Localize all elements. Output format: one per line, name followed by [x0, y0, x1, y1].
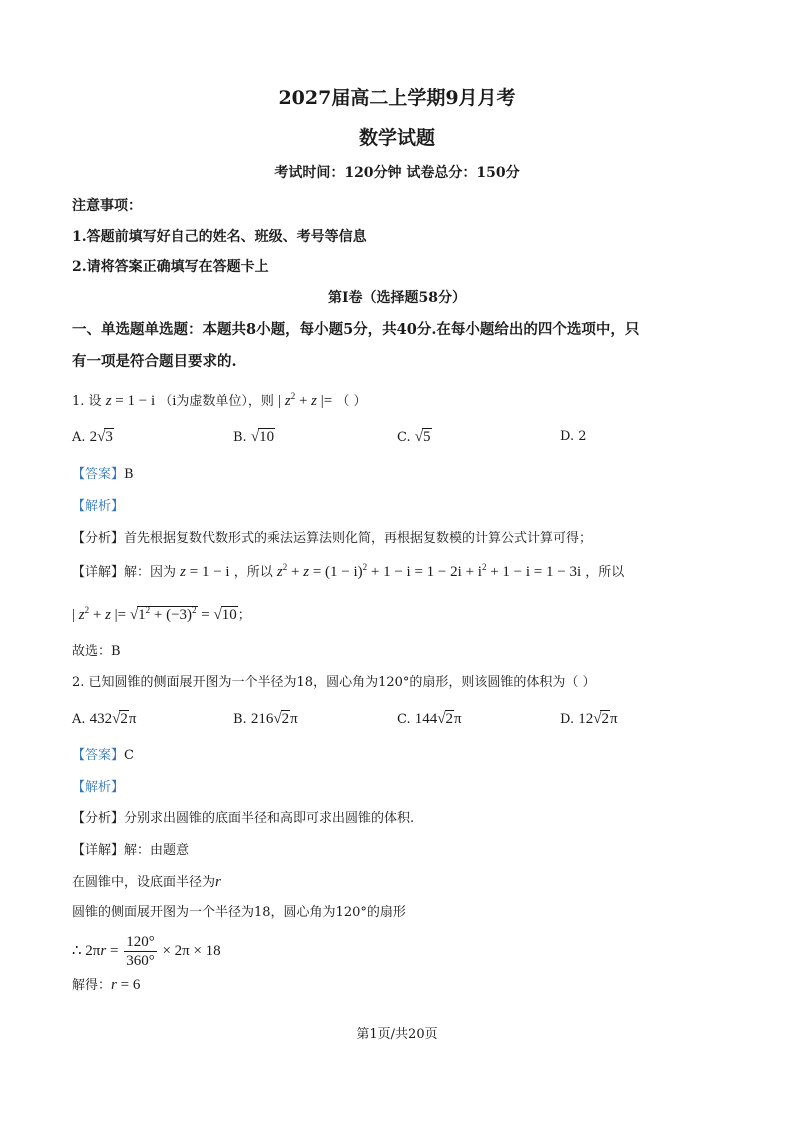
volume-heading: 第I卷（选择题58分）	[327, 290, 467, 306]
q2-option-a: A. 432√2π	[72, 711, 137, 727]
q2-options	[72, 710, 732, 732]
notice-item-1: 1.答题前填写好自己的姓名、班级、考号等信息	[72, 229, 367, 245]
q2-stem: 2. 已知圆锥的侧面展开图为一个半径为18，圆心角为120°的扇形，则该圆锥的体积为（ ）	[72, 675, 596, 690]
exam-title: 2027届高二上学期9月月考	[278, 87, 516, 109]
q1-stem-post: （ ）	[336, 394, 367, 409]
section-heading-line2: 有一项是符合题目要求的.	[72, 353, 237, 370]
q2-line1: 在圆锥中，设底面半径为r	[72, 874, 221, 890]
q2-fenxi: 【分析】分别求出圆锥的底面半径和高即可求出圆锥的体积.	[72, 811, 415, 826]
q1-z-def: z = 1 − i	[105, 393, 156, 409]
q2-analysis-tag: 【解析】	[72, 780, 125, 795]
notice-item-2: 2.请将答案正确填写在答题卡上	[72, 259, 269, 275]
q1-answer: 【答案】B	[72, 467, 134, 482]
subject-title: 数学试题	[358, 127, 435, 149]
q2-line2: 圆锥的侧面展开图为一个半径为18，圆心角为120°的扇形	[72, 905, 406, 920]
q1-analysis-tag: 【解析】	[72, 499, 125, 514]
q1-option-a: A. 2√3	[72, 429, 113, 445]
q1-modulus-expr: | $z^2 + z$ |=	[278, 391, 333, 409]
q1-stem-pre: 1. 设	[72, 394, 102, 409]
q2-solve: 解得：r = 6	[72, 977, 141, 993]
q2-equation: ∴ 2πr = $\frac{120^\circ}{360^\circ}$ × 2π × 18	[72, 934, 221, 970]
q2-option-b: B. 216√2π	[233, 711, 298, 727]
exam-info: 考试时间：120分钟 试卷总分：150分	[274, 165, 520, 181]
page-footer: 第1页/共20页	[356, 1027, 438, 1042]
q2-detail: 【详解】解：由题意	[72, 843, 190, 858]
q1-options	[72, 428, 732, 450]
q1-stem	[72, 392, 367, 411]
q1-conclusion: 故选：B	[72, 644, 121, 659]
q1-detail: 【详解】解：因为 z = 1 − i ，所以 $z^2 + z = (1 - i)^2 + 1 - i = 1 - 2i + i^2 + 1 - i = 1 - 3i$ ，所以	[72, 562, 625, 580]
q1-option-d: D. 2	[560, 429, 587, 444]
notice-heading: 注意事项：	[72, 198, 142, 214]
q1-stem-mid: （i为虚数单位），则	[159, 394, 274, 409]
q2-option-d: D. 12√2π	[560, 711, 618, 727]
section-heading-line1: 一、单选题单选题：本题共8小题，每小题5分，共40分.在每小题给出的四个选项中，只	[72, 321, 640, 338]
q1-option-b: B. √10	[233, 429, 275, 445]
q1-option-c: C. √5	[397, 429, 431, 445]
q2-option-c: C. 144√2π	[397, 711, 462, 727]
q1-fenxi: 【分析】首先根据复数代数形式的乘法运算法则化简，再根据复数模的计算公式计算可得；	[72, 531, 593, 546]
q1-modulus-calc: | $z^2 + z$ |= $√1^2 + (-3)^2 = √10$；	[72, 605, 251, 623]
q2-answer: 【答案】C	[72, 748, 134, 763]
